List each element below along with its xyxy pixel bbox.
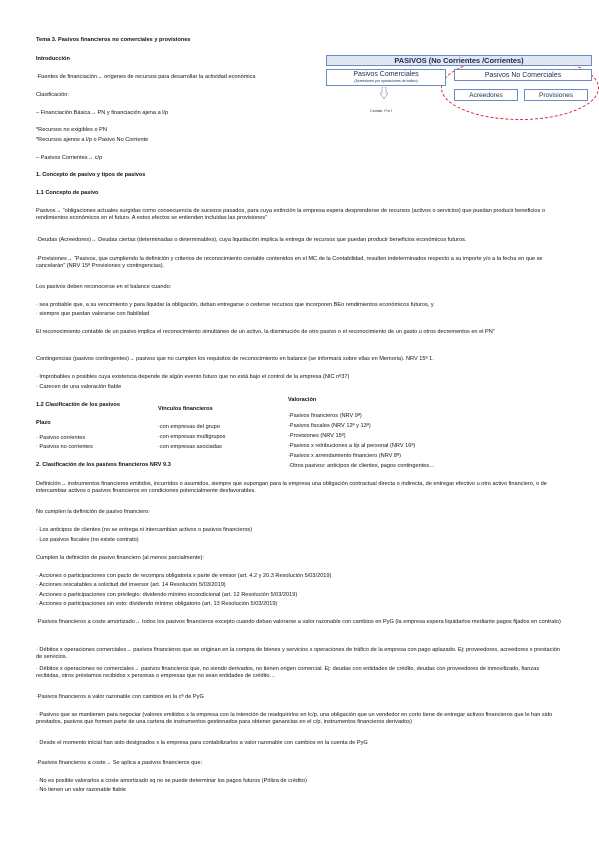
subsection-heading: 1.2 Clasificación de los pasivos [36,402,120,408]
text-line: · No es posible valorarlos a coste amortizado xq no se puede determinar los pagos futuros (Póliza de crédito) [36,778,307,784]
section-heading: 2. Clasificación de los pasivos financieros NRV 9.3 [36,462,171,468]
paragraph: ·Pasivos financieros a coste amortizado→ todos los pasivos financieros excepto cuando deban valorarse a valor razonable con cambios en PyG (la empresa espera liquidarlos mediante pagos fijados en contrato) [36,619,561,625]
text-line: · Acciones o participaciones con privilegio: dividendo mínimo incondicional (art. 12 Resolución 5/03/2019) [36,592,298,598]
paragraph: · Débitos x operaciones comerciales→ pasivos financieros que se originan en la compra de bienes y servicios x operaciones de tráfico de la empresa con pago aplazado. Ej: proveedores, acreedores x prestación de servicios. [36,647,560,661]
pasivos-comerciales-sub: (Acreedores por operaciones de tráfico) [354,79,418,83]
text-line: Contingencias (pasivos contingentes)→ pasivos que no cumplen los requisitos de reconocimiento en balance (se informará sobre ellas en Memoria). NRV 15ª 1. [36,356,434,362]
text-line: · Acciones o participaciones sin voto: dividendo mínimo obligatorio (art. 13 Resolución 5/03/2019) [36,601,278,607]
provisiones-box: Provisiones [524,89,588,101]
subsection-heading: 1.1 Concepto de pasivo [36,190,99,196]
text-line: ·Pasivos financieros a coste→ Se aplica a pasivos financieros que: [36,760,203,766]
column-heading: Vínculos financieros [158,406,213,412]
section-intro: Introducción [36,56,70,62]
paragraph: Pasivos→ “obligaciones actuales surgidas como consecuencia de sucesos pasados, para cuya extinción la empresa espera desprenderse de recursos (activos o servicios) que puedan producir beneficios o rendimientos económicos en el futuro. A estos efectos se entienden incluidas las provisiones” [36,208,546,222]
paragraph: · Pasivos que se mantienen para negociar (valores emitidos x la empresa con la intención de readquirirlos en lc/p, una obligación que un vendedor en corto tiene de entregar activos financieros que le han sido prestados, pasivos que formen parte de una cartera de instrumentos gestionados para obtener ganancias en el c/p, instrumentos financieros derivados) [36,712,553,726]
list-item: ·Provisiones (NRV 15ª) [288,433,346,439]
list-item: ·Pasivos fiscales (NRV 12ª y 13ª) [288,423,371,429]
text-line: · Carecen de una valoración fiable [36,384,122,390]
text-line: Los pasivos deben reconocerse en el balance cuando: [36,284,172,290]
list-item: · Pasivos corrientes [36,435,86,441]
acreedores-box: Acreedores [454,89,518,101]
text-line: · Acciones o participaciones con pacto de recompra obligatoria x parte de emisor (art. 4.2 y 20.3 Resolución 5/03/2019) [36,573,332,579]
list-item: · Pasivos no corrientes [36,444,93,450]
text-line: – Pasivos Corrientes→ c/p [36,155,103,161]
text-line: No cumplen la definición de pasivo financiero: [36,509,150,515]
text-line: · siempre que puedan valorarse con fiabilidad [36,311,150,317]
text-line: · Desde el momento inicial han sido designados x la empresa para contabilizarlos a valor razonable con cambios en la cuenta de PyG [36,740,368,746]
pasivos-diagram [326,51,594,126]
text-line: Cumplen la definición de pasivo financiero (al menos parcialmente): [36,555,204,561]
list-item: ·Pasivos x retribuciones a l/p al personal (NRV 16ª) [288,443,416,449]
list-item: ·Otros pasivos: anticipos de clientes, pagos contingentes… [288,463,435,469]
pasivos-comerciales-box [326,69,446,86]
text-line: · Los anticipos de clientes (no se entrega ni intercambian activos o pasivos financieros) [36,527,253,533]
contab-label: Contab. Fro I [370,109,393,113]
pasivos-no-comerciales-box: Pasivos No Comerciales [454,69,592,81]
paragraph: Definición→ instrumentos financieros emitidos, incurridos o asumidos, siempre que supongan para la empresa una obligación contractual directa o indirecta, de entregar efectivo u otro activo financiero, o de intercambiar activos o pasivos financieros en condiciones potencialmente desfavorables. [36,481,547,495]
column-heading: Plazo [36,420,51,426]
text-line: ·Fuentes de financiación→ orígenes de recursos para desarrollar la actividad económica [36,74,256,80]
text-line: – Financiación Básica→ PN y financiación ajena a l/p [36,110,169,116]
paragraph: ·Provisiones→ “Pasivos, que cumpliendo la definición y criterios de reconocimiento contable contenidos en el MC de la Contabilidad, resulten indeterminados respecto a su importe y/o a la fecha en que se cancelarán” (NRV 15ª Provisiones y contingencias). [36,256,543,270]
text-line: · sea probable que, a su vencimiento y para liquidar la obligación, deban entregarse o cederse recursos que incorporen BEo rendimientos económicos futuros, y [36,302,434,308]
list-item: ·con empresas del grupo [158,424,220,430]
text-line: · No tienen un valor razonable fiable [36,787,126,793]
text-line: · Los pasivos fiscales (no existe contrato) [36,537,139,543]
text-line: · Acciones rescatables a solicitud del inversor (art. 14 Resolución 5/03/2019) [36,582,226,588]
doc-title: Tema 3. Pasivos financieros no comerciales y provisiones [36,37,191,43]
column-heading: Valoración [288,397,317,403]
paragraph: ·Deudas (Acreedores)→ Deudas ciertas (determinadas o determinables), cuya liquidación implica la entrega de recursos que puedan producir beneficios económicos futuros. [36,237,467,243]
list-item: ·Pasivos x arrendamiento financiero (NRV 8ª) [288,453,401,459]
text-line: *Recursos ajenos a l/p o Pasivo No Corriente [36,137,149,143]
text-line: ·Pasivos financieros a valor razonable con cambios en la cª de PyG [36,694,204,700]
list-item: ·con empresas multigrupos [158,434,226,440]
section-heading: 1. Concepto de pasivo y tipos de pasivos [36,172,146,178]
list-item: ·con empresas asociadas [158,444,222,450]
list-item: ·Pasivos financieros (NRV 9ª) [288,413,362,419]
text-line: · Improbables o posibles cuya existencia depende de algún evento futuro que no está bajo el control de la empresa (NIC nº37) [36,374,350,380]
paragraph: El reconocimiento contable de un pasivo implica el reconocimiento simultáneo de un activo, la disminución de otro pasivo o el reconocimiento de un gasto u otros decrementos en el PN” [36,329,495,335]
text-line: *Recursos no exigibles o PN [36,127,107,133]
diagram-header: PASIVOS (No Corrientes /Corrientes) [326,55,592,66]
text-line: Clasificación: [36,92,69,98]
down-arrow-icon [380,87,388,99]
pasivos-comerciales-label: Pasivos Comerciales [353,71,419,78]
paragraph: · Débitos x operaciones no comerciales→ pasivos financieros que, no siendo derivados, no tienen origen comercial. Ej: deudas con entidades de crédito, deudas con proveedores de inmovilizado, fianzas recibidas, otros préstamos recibidos x personas o empresas que no sean entidades de crédito… [36,666,540,680]
